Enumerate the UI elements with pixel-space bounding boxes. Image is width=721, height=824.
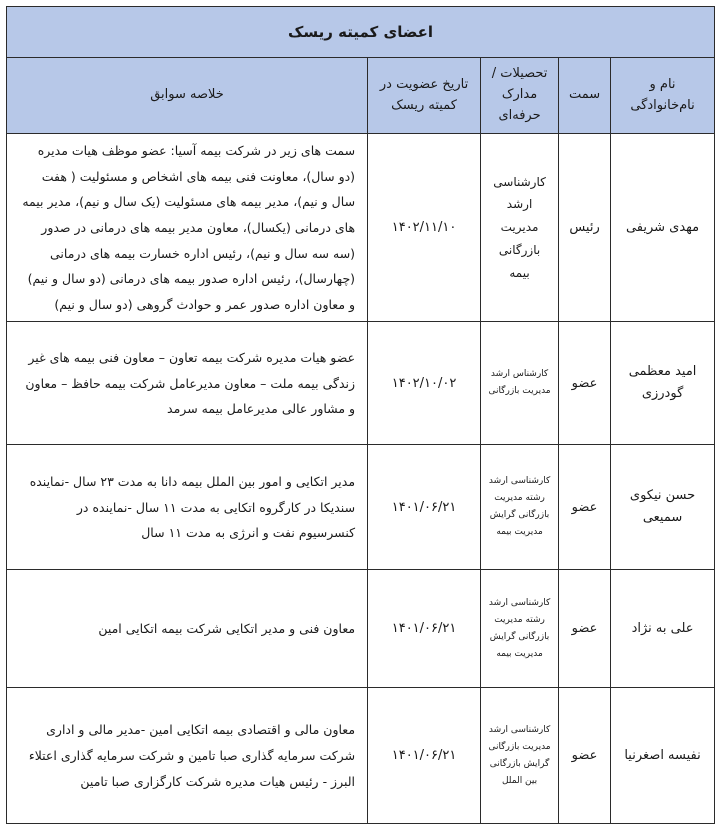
member-date: ۱۴۰۱/۰۶/۲۱ [368,570,481,688]
member-summary: مدیر اتکایی و امور بین الملل بیمه دانا به مدت ۲۳ سال -نماینده سندیکا در کارگروه اتکایی به مدت ۱۱ سال -نماینده در کنسرسیوم نفت و انرژی به مدت ۱۱ سال [7,445,368,570]
table-row [7,688,715,824]
member-name: علی به نژاد [611,570,715,688]
member-position: رئیس [559,134,611,322]
member-summary: معاون فنی و مدیر اتکایی شرکت بیمه اتکایی امین [7,570,368,688]
member-position: عضو [559,570,611,688]
header-education: تحصیلات / مدارک حرفه‌ای [481,58,559,134]
member-education: کارشناسی ارشد رشته مدیریت بازرگانی گرایش مدیریت بیمه [481,570,559,688]
header-name: نام و نام‌خانوادگی [611,58,715,134]
header-position: سمت [559,58,611,134]
member-summary: عضو هیات مدیره شرکت بیمه تعاون – معاون فنی بیمه های غیر زندگی بیمه ملت – معاون مدیرعامل شرکت بیمه حافظ – معاون و مشاور عالی مدیرعامل بیمه سرمد [7,322,368,445]
table-row [7,134,715,322]
member-name: حسن نیکوی سمیعی [611,445,715,570]
table-title: اعضای کمیته ریسک [7,7,715,58]
member-education: کارشناسی ارشد مدیریت بازرگانی بیمه [481,134,559,322]
member-date: ۱۴۰۲/۱۰/۰۲ [368,322,481,445]
member-position: عضو [559,688,611,824]
table-row [7,322,715,445]
member-education: کارشناسی ارشد رشته مدیریت بازرگانی گرایش مدیریت بیمه [481,445,559,570]
member-date: ۱۴۰۱/۰۶/۲۱ [368,688,481,824]
member-summary: سمت های زیر در شرکت بیمه آسیا: عضو موظف هیات مدیره (دو سال)، معاونت فنی بیمه های اشخاص و مسئولیت ( هفت سال و نیم)، مدیر بیمه های مسئولیت (یک سال و نیم)، مدیر بیمه های درمانی (یکسال)، معاون مدیر بیمه های درمانی در صدور (سه سه سال و نیم)، رئیس اداره خسارت بیمه های درمانی (چهارسال)، رئیس اداره صدور بیمه های درمانی (دو سال و نیم) و معاون اداره صدور عمر و حوادث گروهی (دو سال و نیم) [7,134,368,322]
member-name: مهدی شریفی [611,134,715,322]
member-name: امید معظمی گودرزی [611,322,715,445]
member-summary: معاون مالی و اقتصادی بیمه اتکایی امین -مدیر مالی و اداری شرکت سرمایه گذاری صبا تامین و شرکت سرمایه گذاری اعتلاء البرز - رئیس هیات مدیره شرکت کارگزاری صبا تامین [7,688,368,824]
header-membership-date: تاریخ عضویت در کمیته ریسک [368,58,481,134]
table-row [7,570,715,688]
member-position: عضو [559,322,611,445]
member-date: ۱۴۰۱/۰۶/۲۱ [368,445,481,570]
risk-committee-table [6,6,715,824]
header-summary: خلاصه سوابق [7,58,368,134]
member-name: نفیسه اصغرنیا [611,688,715,824]
member-position: عضو [559,445,611,570]
member-education: کارشناسی ارشد مدیریت بازرگانی گرایش بازرگانی بین الملل [481,688,559,824]
table-row [7,445,715,570]
member-education: کارشناس ارشد مدیریت بازرگانی [481,322,559,445]
member-date: ۱۴۰۲/۱۱/۱۰ [368,134,481,322]
